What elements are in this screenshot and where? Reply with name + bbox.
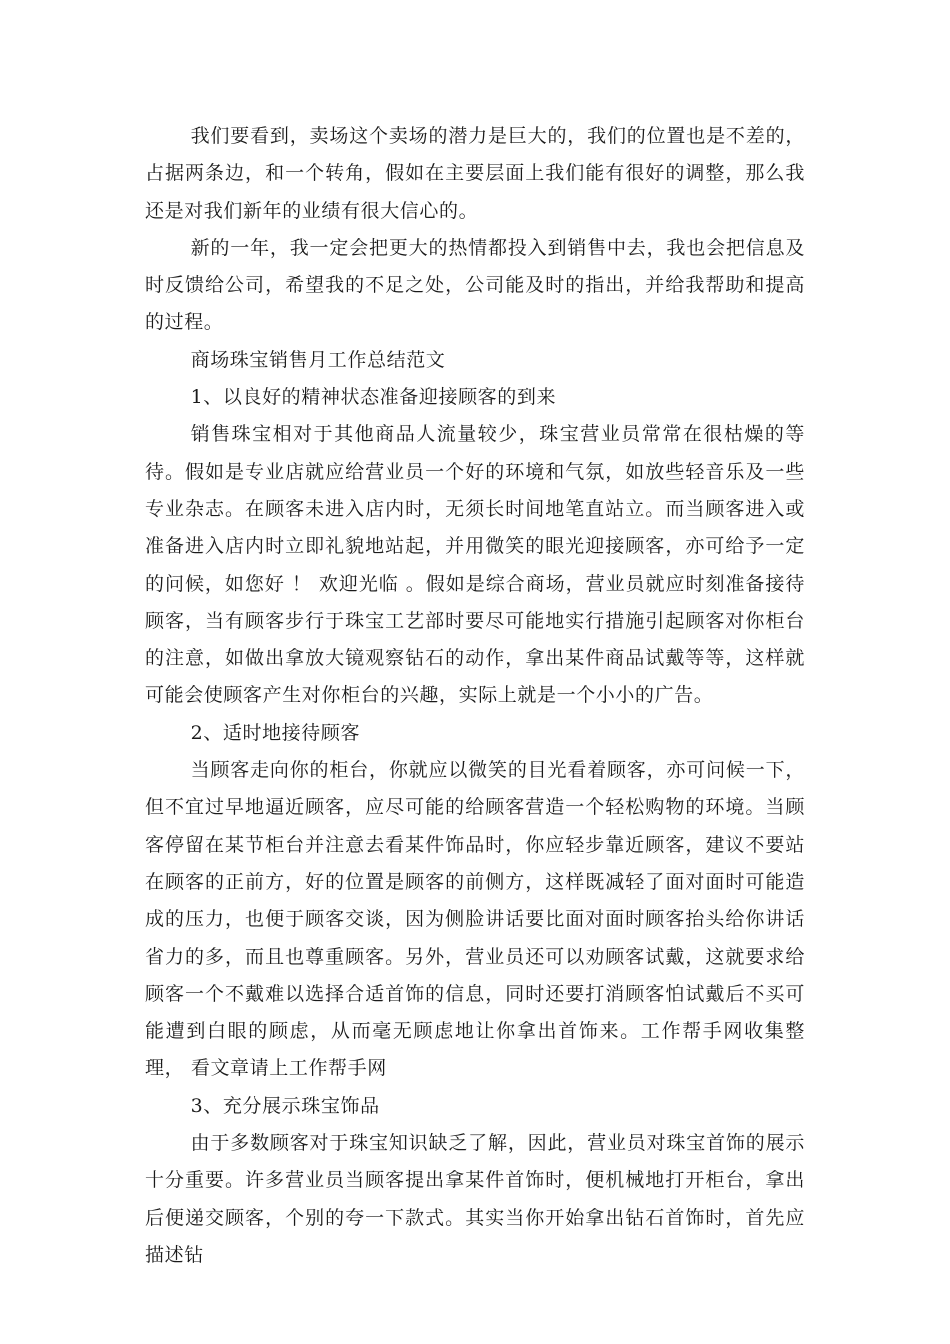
section-heading-2: 2、适时地接待顾客 <box>190 721 361 744</box>
section-heading-1: 1、以良好的精神状态准备迎接顾客的到来 <box>190 386 557 409</box>
paragraph-new-year: 新的一年，我一定会把更大的热情都投入到销售中去，我也会把信息及时反馈给公司，希望我的不足之处，公司能及时的指出，并给我帮助和提高的过程。 <box>145 236 805 334</box>
section-heading-3: 3、充分展示珠宝饰品 <box>190 1094 380 1117</box>
document-body <box>145 118 805 1274</box>
paragraph-potential: 我们要看到，卖场这个卖场的潜力是巨大的，我们的位置也是不差的，占据两条边，和一个转角，假如在主要层面上我们能有很好的调整，那么我还是对我们新年的业绩有很大信心的。 <box>145 125 805 222</box>
section-body-3: 由于多数顾客对于珠宝知识缺乏了解，因此，营业员对珠宝首饰的展示十分重要。许多营业员当顾客提出拿某件首饰时，便机械地打开柜台，拿出后便递交顾客，个别的夸一下款式。其实当你开始拿出钻石首饰时，首先应描述钻 <box>145 1132 805 1266</box>
section-body-2: 当顾客走向你的柜台，你就应以微笑的目光看着顾客，亦可问候一下，但不宜过早地逼近顾客，应尽可能的给顾客营造一个轻松购物的环境。当顾客停留在某节柜台并注意去看某件饰品时，你应轻步靠近顾客，建议不要站在顾客的正前方，好的位置是顾客的前侧方，这样既减轻了面对面时可能造成的压力，也便于顾客交谈，因为侧脸讲话要比面对面时顾客抬头给你讲话省力的多，而且也尊重顾客。另外，营业员还可以劝顾客试戴，这就要求给顾客一个不戴难以选择合适首饰的信息，同时还要打消顾客怕试戴后不买可能遭到白眼的顾虑，从而毫无顾虑地让你拿出首饰来。工作帮手网收集整理， 看文章请上工作帮手网 <box>145 759 805 1080</box>
document-title: 商场珠宝销售月工作总结范文 <box>190 348 446 371</box>
section-body-1: 销售珠宝相对于其他商品人流量较少，珠宝营业员常常在很枯燥的等待。假如是专业店就应给营业员一个好的环境和气氛，如放些轻音乐及一些专业杂志。在顾客未进入店内时，无须长时间地笔直站立。而当顾客进入或准备进入店内时立即礼貌地站起，并用微笑的眼光迎接顾客，亦可给予一定的问候，如您好 ！ 欢迎光临 。假如是综合商场，营业员就应时刻准备接待顾客，当有顾客步行于珠宝工艺部时要尽可能地实行措施引起顾客对你柜台的注意，如做出拿放大镜观察钻石的动作，拿出某件商品试戴等等，这样就可能会使顾客产生对你柜台的兴趣，实际上就是一个小小的广告。 <box>145 423 805 707</box>
